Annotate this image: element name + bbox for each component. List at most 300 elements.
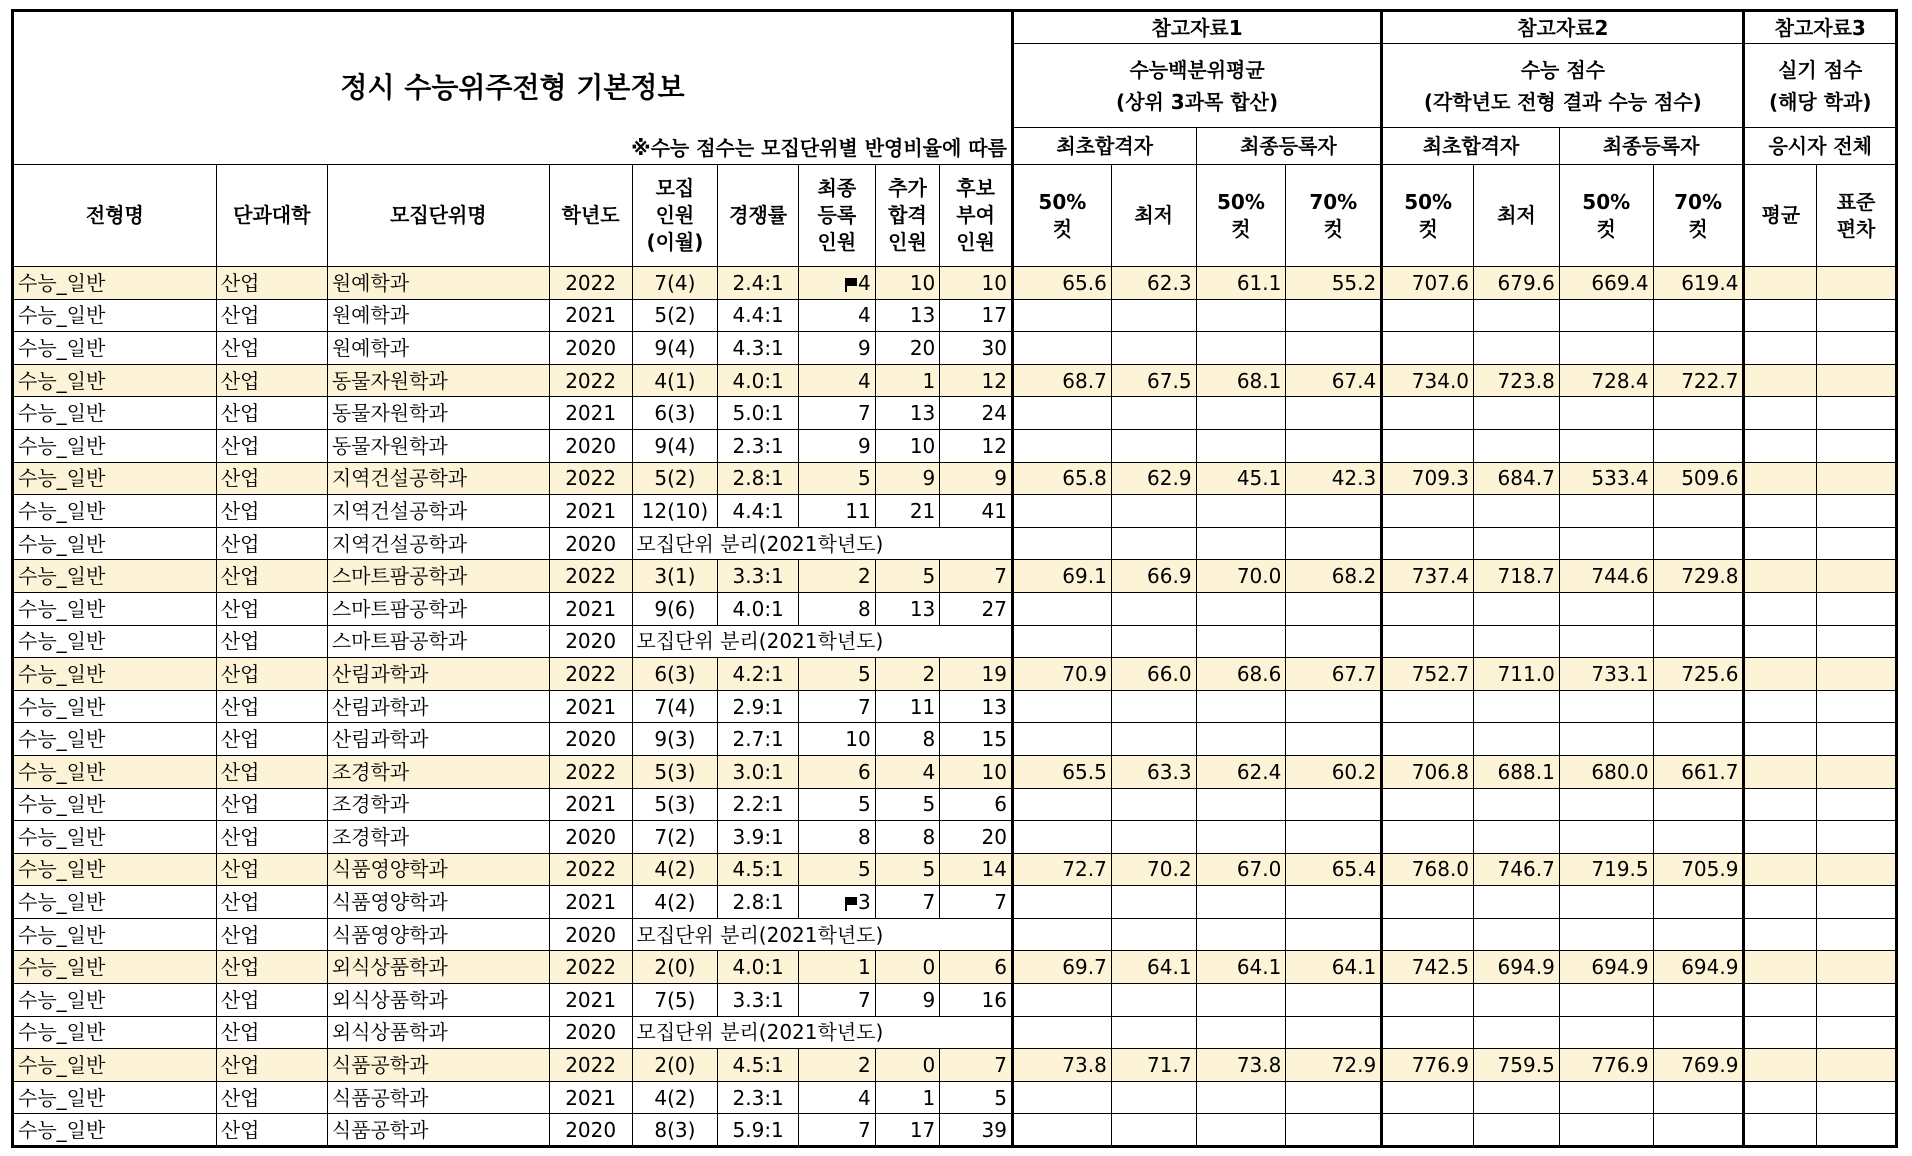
cell-r2-final-cut50 bbox=[1559, 788, 1653, 821]
cell-dept: 식품영양학과 bbox=[327, 918, 549, 951]
cell-r2-first-cut50: 737.4 bbox=[1382, 560, 1474, 593]
cell-r3-std bbox=[1817, 397, 1897, 430]
cell-extra: 1 bbox=[875, 364, 940, 397]
cell-r2-first-min: 711.0 bbox=[1474, 658, 1560, 691]
cell-waitlist: 39 bbox=[940, 1114, 1013, 1147]
cell-waitlist: 6 bbox=[940, 951, 1013, 984]
table-row bbox=[13, 495, 1897, 528]
cell-r1-first-cut50 bbox=[1012, 592, 1111, 625]
cell-r1-final-cut70 bbox=[1286, 984, 1382, 1017]
cell-college: 산업 bbox=[216, 1114, 327, 1147]
cell-r3-std bbox=[1817, 951, 1897, 984]
final-reg-value: 8 bbox=[857, 824, 871, 849]
cell-type: 수능_일반 bbox=[13, 821, 217, 854]
cell-ratio: 4.5:1 bbox=[718, 853, 799, 886]
table-row bbox=[13, 1114, 1897, 1147]
cell-waitlist: 7 bbox=[940, 1049, 1013, 1082]
col-r1-first-min: 최저 bbox=[1111, 165, 1196, 267]
cell-extra: 8 bbox=[875, 821, 940, 854]
cell-r1-final-cut50: 68.6 bbox=[1196, 658, 1286, 691]
cell-r2-first-min bbox=[1474, 527, 1560, 560]
cell-dept: 스마트팜공학과 bbox=[327, 625, 549, 658]
cell-r2-final-cut70 bbox=[1653, 527, 1744, 560]
cell-dept: 스마트팜공학과 bbox=[327, 592, 549, 625]
cell-r3-avg bbox=[1744, 397, 1817, 430]
cell-r2-first-min bbox=[1474, 984, 1560, 1017]
cell-college: 산업 bbox=[216, 625, 327, 658]
cell-r1-final-cut50 bbox=[1196, 625, 1286, 658]
cell-r1-final-cut70: 72.9 bbox=[1286, 1049, 1382, 1082]
cell-r2-final-cut70 bbox=[1653, 592, 1744, 625]
cell-extra: 20 bbox=[875, 332, 940, 365]
cell-college: 산업 bbox=[216, 1049, 327, 1082]
final-reg-value: 2 bbox=[857, 564, 871, 589]
cell-year: 2020 bbox=[549, 1016, 632, 1049]
cell-ratio: 2.2:1 bbox=[718, 788, 799, 821]
cell-r2-first-cut50 bbox=[1382, 397, 1474, 430]
cell-r3-avg bbox=[1744, 560, 1817, 593]
cell-r1-final-cut50 bbox=[1196, 821, 1286, 854]
cell-r1-final-cut70 bbox=[1286, 397, 1382, 430]
cell-r2-final-cut70: 694.9 bbox=[1653, 951, 1744, 984]
cell-r2-first-min bbox=[1474, 723, 1560, 756]
cell-r1-final-cut70: 42.3 bbox=[1286, 462, 1382, 495]
col-college: 단과대학 bbox=[216, 165, 327, 267]
cell-waitlist: 12 bbox=[940, 429, 1013, 462]
cell-waitlist: 14 bbox=[940, 853, 1013, 886]
cell-final-reg bbox=[799, 462, 876, 495]
cell-college: 산업 bbox=[216, 592, 327, 625]
cell-r2-first-cut50 bbox=[1382, 886, 1474, 919]
cell-type: 수능_일반 bbox=[13, 592, 217, 625]
cell-year: 2020 bbox=[549, 918, 632, 951]
cell-quota: 4(2) bbox=[632, 1081, 718, 1114]
cell-r2-first-cut50 bbox=[1382, 332, 1474, 365]
cell-r2-final-cut70: 705.9 bbox=[1653, 853, 1744, 886]
cell-r2-final-cut50 bbox=[1559, 1114, 1653, 1147]
cell-dept: 지역건설공학과 bbox=[327, 527, 549, 560]
cell-r2-first-cut50 bbox=[1382, 1016, 1474, 1049]
cell-r2-final-cut50 bbox=[1559, 1016, 1653, 1049]
cell-quota: 2(0) bbox=[632, 1049, 718, 1082]
cell-college: 산업 bbox=[216, 429, 327, 462]
cell-extra: 9 bbox=[875, 462, 940, 495]
cell-quota: 9(4) bbox=[632, 429, 718, 462]
cell-r1-final-cut70 bbox=[1286, 527, 1382, 560]
cell-year: 2020 bbox=[549, 625, 632, 658]
col-r2-final-cut70: 70% 컷 bbox=[1653, 165, 1744, 267]
cell-quota: 8(3) bbox=[632, 1114, 718, 1147]
cell-dept: 산림과학과 bbox=[327, 690, 549, 723]
cell-r2-final-cut50 bbox=[1559, 821, 1653, 854]
cell-college: 산업 bbox=[216, 364, 327, 397]
cell-r3-avg bbox=[1744, 723, 1817, 756]
cell-extra: 5 bbox=[875, 560, 940, 593]
cell-r1-first-min bbox=[1111, 821, 1196, 854]
cell-extra: 8 bbox=[875, 723, 940, 756]
cell-r2-first-min bbox=[1474, 625, 1560, 658]
cell-r1-final-cut50: 61.1 bbox=[1196, 267, 1286, 300]
table-row bbox=[13, 1081, 1897, 1114]
cell-r1-first-cut50 bbox=[1012, 1114, 1111, 1147]
cell-r3-std bbox=[1817, 429, 1897, 462]
final-reg-value: 9 bbox=[857, 335, 871, 360]
cell-r2-first-min bbox=[1474, 592, 1560, 625]
cell-r1-final-cut50 bbox=[1196, 429, 1286, 462]
cell-r1-first-cut50 bbox=[1012, 788, 1111, 821]
cell-r1-final-cut50 bbox=[1196, 1114, 1286, 1147]
cell-extra: 13 bbox=[875, 592, 940, 625]
cell-final-reg bbox=[799, 364, 876, 397]
cell-year: 2022 bbox=[549, 951, 632, 984]
cell-final-reg bbox=[799, 690, 876, 723]
cell-dept: 식품영양학과 bbox=[327, 853, 549, 886]
table-row bbox=[13, 723, 1897, 756]
cell-extra: 10 bbox=[875, 429, 940, 462]
cell-final-reg bbox=[799, 886, 876, 919]
cell-r1-first-min bbox=[1111, 723, 1196, 756]
cell-r1-first-min: 66.9 bbox=[1111, 560, 1196, 593]
cell-r1-first-cut50: 65.6 bbox=[1012, 267, 1111, 300]
ref2-label: 참고자료2 bbox=[1382, 11, 1744, 44]
cell-waitlist: 7 bbox=[940, 560, 1013, 593]
col-r2-first-cut50: 50% 컷 bbox=[1382, 165, 1474, 267]
cell-r2-final-cut70 bbox=[1653, 397, 1744, 430]
cell-r2-final-cut50 bbox=[1559, 1081, 1653, 1114]
col-final-reg: 최종 등록 인원 bbox=[799, 165, 876, 267]
cell-r2-first-cut50: 752.7 bbox=[1382, 658, 1474, 691]
col-r3-avg: 평균 bbox=[1744, 165, 1817, 267]
cell-r3-avg bbox=[1744, 658, 1817, 691]
cell-r2-first-min bbox=[1474, 1081, 1560, 1114]
cell-r1-final-cut50: 67.0 bbox=[1196, 853, 1286, 886]
page-title: 정시 수능위주전형 기본정보 ※수능 점수는 모집단위별 반영비율에 따름 bbox=[13, 11, 1013, 165]
cell-r2-final-cut50 bbox=[1559, 723, 1653, 756]
cell-extra: 0 bbox=[875, 1049, 940, 1082]
cell-r1-final-cut50 bbox=[1196, 332, 1286, 365]
cell-ratio: 4.4:1 bbox=[718, 299, 799, 332]
cell-r3-avg bbox=[1744, 299, 1817, 332]
cell-college: 산업 bbox=[216, 690, 327, 723]
cell-r2-final-cut70: 661.7 bbox=[1653, 755, 1744, 788]
cell-dept: 원예학과 bbox=[327, 299, 549, 332]
final-reg-value: 5 bbox=[857, 661, 871, 686]
cell-r1-final-cut70: 65.4 bbox=[1286, 853, 1382, 886]
table-row bbox=[13, 951, 1897, 984]
cell-year: 2021 bbox=[549, 788, 632, 821]
cell-r3-avg bbox=[1744, 1114, 1817, 1147]
cell-r1-final-cut50 bbox=[1196, 527, 1286, 560]
cell-r1-final-cut50 bbox=[1196, 690, 1286, 723]
cell-year: 2022 bbox=[549, 755, 632, 788]
cell-r2-first-min bbox=[1474, 1114, 1560, 1147]
cell-r1-first-cut50 bbox=[1012, 299, 1111, 332]
cell-ratio: 2.7:1 bbox=[718, 723, 799, 756]
cell-year: 2021 bbox=[549, 984, 632, 1017]
cell-dept: 외식상품학과 bbox=[327, 984, 549, 1017]
table-row bbox=[13, 918, 1897, 951]
cell-r2-final-cut50: 776.9 bbox=[1559, 1049, 1653, 1082]
cell-r2-first-cut50 bbox=[1382, 1081, 1474, 1114]
cell-quota: 5(3) bbox=[632, 755, 718, 788]
cell-college: 산업 bbox=[216, 267, 327, 300]
cell-r1-final-cut70 bbox=[1286, 429, 1382, 462]
cell-quota: 5(2) bbox=[632, 462, 718, 495]
cell-r1-final-cut70: 55.2 bbox=[1286, 267, 1382, 300]
cell-waitlist: 7 bbox=[940, 886, 1013, 919]
cell-ratio: 3.3:1 bbox=[718, 984, 799, 1017]
cell-r3-std bbox=[1817, 1114, 1897, 1147]
cell-type: 수능_일반 bbox=[13, 984, 217, 1017]
cell-r2-final-cut50: 533.4 bbox=[1559, 462, 1653, 495]
cell-r2-first-min bbox=[1474, 429, 1560, 462]
cell-extra: 5 bbox=[875, 788, 940, 821]
cell-waitlist: 41 bbox=[940, 495, 1013, 528]
cell-type: 수능_일반 bbox=[13, 886, 217, 919]
cell-extra: 21 bbox=[875, 495, 940, 528]
cell-r1-first-cut50: 68.7 bbox=[1012, 364, 1111, 397]
cell-dept: 산림과학과 bbox=[327, 658, 549, 691]
cell-r2-final-cut50 bbox=[1559, 625, 1653, 658]
cell-r2-first-cut50: 742.5 bbox=[1382, 951, 1474, 984]
cell-waitlist: 13 bbox=[940, 690, 1013, 723]
cell-r2-final-cut50: 733.1 bbox=[1559, 658, 1653, 691]
cell-college: 산업 bbox=[216, 495, 327, 528]
cell-waitlist: 17 bbox=[940, 299, 1013, 332]
cell-r2-first-cut50 bbox=[1382, 495, 1474, 528]
cell-extra: 9 bbox=[875, 984, 940, 1017]
cell-dept: 지역건설공학과 bbox=[327, 462, 549, 495]
cell-waitlist: 16 bbox=[940, 984, 1013, 1017]
cell-college: 산업 bbox=[216, 658, 327, 691]
cell-type: 수능_일반 bbox=[13, 918, 217, 951]
cell-r2-final-cut70: 725.6 bbox=[1653, 658, 1744, 691]
cell-final-reg bbox=[799, 592, 876, 625]
cell-ratio: 4.0:1 bbox=[718, 364, 799, 397]
cell-r2-first-min bbox=[1474, 690, 1560, 723]
cell-r2-first-cut50 bbox=[1382, 1114, 1474, 1147]
cell-extra: 5 bbox=[875, 853, 940, 886]
cell-r2-final-cut50 bbox=[1559, 299, 1653, 332]
cell-year: 2020 bbox=[549, 821, 632, 854]
cell-r1-final-cut50: 70.0 bbox=[1196, 560, 1286, 593]
cell-r1-first-cut50: 69.7 bbox=[1012, 951, 1111, 984]
ref3-label: 참고자료3 bbox=[1744, 11, 1897, 44]
final-reg-value: 4 bbox=[857, 1085, 871, 1110]
cell-type: 수능_일반 bbox=[13, 1114, 217, 1147]
cell-r3-avg bbox=[1744, 853, 1817, 886]
cell-r2-first-cut50 bbox=[1382, 527, 1474, 560]
cell-ratio: 3.9:1 bbox=[718, 821, 799, 854]
cell-r2-first-min: 746.7 bbox=[1474, 853, 1560, 886]
ref1-desc: 수능백분위평균 (상위 3과목 합산) bbox=[1012, 44, 1381, 128]
cell-year: 2021 bbox=[549, 397, 632, 430]
cell-year: 2022 bbox=[549, 658, 632, 691]
cell-type: 수능_일반 bbox=[13, 299, 217, 332]
cell-r2-final-cut70: 729.8 bbox=[1653, 560, 1744, 593]
cell-college: 산업 bbox=[216, 560, 327, 593]
score-note: ※수능 점수는 모집단위별 반영비율에 따름 bbox=[631, 136, 1007, 160]
cell-r3-avg bbox=[1744, 1049, 1817, 1082]
cell-r3-avg bbox=[1744, 364, 1817, 397]
cell-year: 2020 bbox=[549, 1114, 632, 1147]
cell-year: 2022 bbox=[549, 267, 632, 300]
ref1-final-reg: 최종등록자 bbox=[1196, 128, 1382, 165]
cell-r1-first-cut50: 72.7 bbox=[1012, 853, 1111, 886]
cell-r2-first-cut50 bbox=[1382, 723, 1474, 756]
cell-r1-first-min bbox=[1111, 397, 1196, 430]
cell-r1-first-min bbox=[1111, 886, 1196, 919]
cell-r3-std bbox=[1817, 886, 1897, 919]
cell-r1-final-cut70 bbox=[1286, 918, 1382, 951]
cell-final-reg bbox=[799, 723, 876, 756]
cell-waitlist: 10 bbox=[940, 755, 1013, 788]
cell-r2-first-cut50 bbox=[1382, 299, 1474, 332]
cell-ratio: 2.8:1 bbox=[718, 886, 799, 919]
cell-r1-final-cut50: 64.1 bbox=[1196, 951, 1286, 984]
cell-r1-final-cut70 bbox=[1286, 1114, 1382, 1147]
cell-r2-final-cut70 bbox=[1653, 332, 1744, 365]
cell-r2-final-cut70 bbox=[1653, 788, 1744, 821]
cell-r3-std bbox=[1817, 560, 1897, 593]
cell-final-reg bbox=[799, 1081, 876, 1114]
cell-r2-first-min bbox=[1474, 886, 1560, 919]
cell-r2-final-cut50: 680.0 bbox=[1559, 755, 1653, 788]
cell-merged-note: 모집단위 분리(2021학년도) bbox=[632, 527, 1012, 560]
cell-r1-first-min bbox=[1111, 332, 1196, 365]
cell-r3-std bbox=[1817, 690, 1897, 723]
cell-waitlist: 27 bbox=[940, 592, 1013, 625]
cell-r2-first-cut50: 768.0 bbox=[1382, 853, 1474, 886]
final-reg-value: 1 bbox=[857, 955, 871, 980]
cell-year: 2021 bbox=[549, 495, 632, 528]
cell-college: 산업 bbox=[216, 397, 327, 430]
final-reg-value: 7 bbox=[857, 987, 871, 1012]
cell-quota: 2(0) bbox=[632, 951, 718, 984]
cell-r1-final-cut50 bbox=[1196, 495, 1286, 528]
cell-r3-avg bbox=[1744, 690, 1817, 723]
cell-r3-std bbox=[1817, 462, 1897, 495]
table-row bbox=[13, 560, 1897, 593]
cell-year: 2021 bbox=[549, 690, 632, 723]
cell-final-reg bbox=[799, 984, 876, 1017]
cell-extra: 11 bbox=[875, 690, 940, 723]
cell-final-reg bbox=[799, 1114, 876, 1147]
cell-r2-first-cut50: 776.9 bbox=[1382, 1049, 1474, 1082]
cell-r1-first-min: 62.9 bbox=[1111, 462, 1196, 495]
cell-extra: 13 bbox=[875, 397, 940, 430]
cell-r2-final-cut50: 694.9 bbox=[1559, 951, 1653, 984]
cell-r3-avg bbox=[1744, 951, 1817, 984]
cell-waitlist: 20 bbox=[940, 821, 1013, 854]
cell-college: 산업 bbox=[216, 462, 327, 495]
cell-ratio: 2.3:1 bbox=[718, 429, 799, 462]
cell-r1-first-min: 70.2 bbox=[1111, 853, 1196, 886]
cell-r2-first-cut50 bbox=[1382, 625, 1474, 658]
col-r2-first-min: 최저 bbox=[1474, 165, 1560, 267]
table-row bbox=[13, 299, 1897, 332]
cell-year: 2020 bbox=[549, 332, 632, 365]
cell-r1-final-cut70 bbox=[1286, 690, 1382, 723]
cell-r1-final-cut50: 45.1 bbox=[1196, 462, 1286, 495]
cell-type: 수능_일반 bbox=[13, 364, 217, 397]
cell-r1-final-cut70 bbox=[1286, 299, 1382, 332]
final-reg-value: 7 bbox=[857, 401, 871, 426]
col-r1-final-cut70: 70% 컷 bbox=[1286, 165, 1382, 267]
cell-dept: 동물자원학과 bbox=[327, 364, 549, 397]
cell-extra: 2 bbox=[875, 658, 940, 691]
cell-dept: 외식상품학과 bbox=[327, 1016, 549, 1049]
table-row bbox=[13, 886, 1897, 919]
final-reg-value: 4 bbox=[857, 303, 871, 328]
cell-r3-avg bbox=[1744, 267, 1817, 300]
cell-year: 2022 bbox=[549, 462, 632, 495]
cell-dept: 조경학과 bbox=[327, 821, 549, 854]
cell-r2-final-cut70 bbox=[1653, 886, 1744, 919]
cell-ratio: 4.3:1 bbox=[718, 332, 799, 365]
cell-r2-final-cut50 bbox=[1559, 332, 1653, 365]
final-reg-value: 5 bbox=[857, 792, 871, 817]
cell-r3-avg bbox=[1744, 788, 1817, 821]
cell-type: 수능_일반 bbox=[13, 1081, 217, 1114]
cell-year: 2022 bbox=[549, 364, 632, 397]
cell-type: 수능_일반 bbox=[13, 658, 217, 691]
cell-r2-first-min: 684.7 bbox=[1474, 462, 1560, 495]
cell-r2-first-min: 723.8 bbox=[1474, 364, 1560, 397]
cell-final-reg bbox=[799, 1049, 876, 1082]
cell-r2-final-cut50 bbox=[1559, 397, 1653, 430]
cell-r3-std bbox=[1817, 853, 1897, 886]
col-r1-first-cut50: 50% 컷 bbox=[1012, 165, 1111, 267]
cell-type: 수능_일반 bbox=[13, 690, 217, 723]
cell-r3-avg bbox=[1744, 527, 1817, 560]
cell-college: 산업 bbox=[216, 821, 327, 854]
cell-college: 산업 bbox=[216, 918, 327, 951]
cell-r3-avg bbox=[1744, 1016, 1817, 1049]
table-row bbox=[13, 429, 1897, 462]
table-row bbox=[13, 462, 1897, 495]
cell-r1-first-min bbox=[1111, 984, 1196, 1017]
cell-dept: 원예학과 bbox=[327, 332, 549, 365]
cell-dept: 조경학과 bbox=[327, 755, 549, 788]
cell-r2-first-min bbox=[1474, 332, 1560, 365]
cell-quota: 4(2) bbox=[632, 886, 718, 919]
cell-r1-first-cut50 bbox=[1012, 918, 1111, 951]
cell-r1-final-cut70 bbox=[1286, 495, 1382, 528]
cell-r1-final-cut70: 67.7 bbox=[1286, 658, 1382, 691]
cell-extra: 10 bbox=[875, 267, 940, 300]
table-row bbox=[13, 690, 1897, 723]
cell-r3-std bbox=[1817, 918, 1897, 951]
table-row bbox=[13, 267, 1897, 300]
cell-waitlist: 5 bbox=[940, 1081, 1013, 1114]
cell-quota: 9(4) bbox=[632, 332, 718, 365]
col-extra: 추가 합격 인원 bbox=[875, 165, 940, 267]
cell-year: 2020 bbox=[549, 527, 632, 560]
cell-r2-first-min bbox=[1474, 1016, 1560, 1049]
cell-ratio: 2.3:1 bbox=[718, 1081, 799, 1114]
final-reg-value: 6 bbox=[857, 759, 871, 784]
cell-quota: 4(2) bbox=[632, 853, 718, 886]
cell-r1-final-cut70 bbox=[1286, 592, 1382, 625]
cell-college: 산업 bbox=[216, 1081, 327, 1114]
cell-r1-final-cut50 bbox=[1196, 592, 1286, 625]
cell-r1-first-cut50 bbox=[1012, 625, 1111, 658]
cell-quota: 12(10) bbox=[632, 495, 718, 528]
cell-r1-final-cut70: 64.1 bbox=[1286, 951, 1382, 984]
cell-r3-std bbox=[1817, 1016, 1897, 1049]
cell-r3-std bbox=[1817, 1049, 1897, 1082]
